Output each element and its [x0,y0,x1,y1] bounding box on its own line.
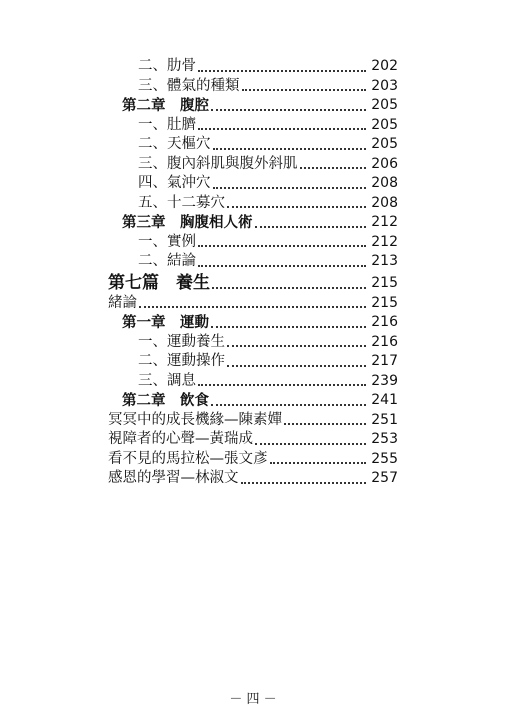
toc-entry-page: 202 [371,58,398,74]
toc-entry-page: 205 [371,136,398,152]
toc-entry [108,272,398,294]
toc-entry [108,174,398,194]
toc-entry-title: 一、實例 [138,233,196,250]
dot-leader [198,70,366,72]
toc-entry-page: 253 [371,431,398,447]
toc-entry [108,430,398,450]
dot-leader [227,206,366,208]
toc-entry [108,116,398,136]
toc-entry-page: 255 [371,450,398,467]
toc-entry-page: 208 [371,194,398,211]
toc-entry [108,96,398,116]
toc-entry-page: 213 [371,253,398,269]
toc-entry-title: 看不見的馬拉松—張文彥 [108,450,268,467]
dot-leader [213,187,367,189]
dot-leader [198,128,366,130]
toc-entry-page: 216 [371,314,398,330]
dot-leader [212,287,366,289]
toc-entry [108,213,398,233]
toc-entry-page: 205 [371,97,398,113]
toc-entry-page: 215 [371,294,398,311]
dot-leader [255,443,366,445]
toc-entry-page: 216 [371,333,398,350]
toc-entry [108,372,398,392]
dot-leader [227,345,366,347]
toc-entry-page: 251 [371,411,398,428]
dot-leader [198,265,366,267]
table-of-contents [108,57,398,489]
dot-leader [284,423,366,425]
toc-entry-page: 241 [371,392,398,408]
toc-entry-page: 257 [371,470,398,486]
toc-entry-title: 三、體氣的種類 [138,77,240,94]
toc-entry [108,252,398,272]
toc-entry [108,57,398,77]
toc-entry-title: 視障者的心聲—黃瑞成 [108,431,253,447]
toc-entry [108,233,398,253]
toc-entry-title: 四、氣沖穴 [138,175,211,191]
dot-leader [270,462,367,464]
toc-entry-page: 239 [371,372,398,389]
dot-leader [241,482,367,484]
toc-entry-title: 一、運動養生 [138,333,225,350]
toc-entry-page: 215 [371,274,398,291]
toc-entry-title: 二、結論 [138,253,196,269]
toc-entry-page: 205 [371,116,398,133]
toc-entry [108,411,398,431]
toc-entry-title: 第二章 腹腔 [122,97,209,114]
toc-entry [108,391,398,411]
toc-entry-title: 二、天樞穴 [138,136,211,152]
dot-leader [139,306,366,308]
toc-entry-page: 208 [371,175,398,191]
toc-entry-page: 212 [371,233,398,250]
toc-entry-title: 第七篇 養生 [108,272,210,293]
toc-entry [108,352,398,372]
dot-leader [242,89,367,91]
toc-entry [108,469,398,489]
dot-leader [300,167,367,169]
dot-leader [198,245,366,247]
toc-entry-page: 217 [371,353,398,369]
toc-entry [108,313,398,333]
dot-leader [211,326,366,328]
toc-entry [108,135,398,155]
toc-entry [108,194,398,214]
toc-entry-title: 第三章 胸腹相人術 [122,214,253,231]
dot-leader [211,404,366,406]
dot-leader [255,226,367,228]
toc-entry-title: 五、十二募穴 [138,194,225,211]
toc-entry [108,333,398,353]
toc-entry-title: 緒論 [108,294,137,311]
dot-leader [227,365,366,367]
toc-entry-title: 二、運動操作 [138,353,225,369]
toc-entry-title: 一、肚臍 [138,116,196,133]
toc-entry [108,155,398,175]
toc-entry-title: 三、調息 [138,372,196,389]
toc-entry-title: 第一章 運動 [122,314,209,331]
toc-entry [108,294,398,314]
toc-entry-title: 二、肋骨 [138,58,196,74]
toc-entry [108,77,398,97]
toc-entry-page: 203 [371,77,398,94]
toc-entry-page: 212 [371,214,398,230]
dot-leader [211,109,366,111]
toc-entry-title: 冥冥中的成長機緣—陳素嬋 [108,411,282,428]
toc-entry-page: 206 [371,155,398,172]
toc-entry [108,450,398,470]
dot-leader [198,384,366,386]
toc-entry-title: 三、腹內斜肌與腹外斜肌 [138,155,298,172]
toc-entry-title: 第二章 飲食 [122,392,209,409]
dot-leader [213,148,367,150]
toc-entry-title: 感恩的學習—林淑文 [108,470,239,486]
page-number: － 四 － [229,692,277,707]
